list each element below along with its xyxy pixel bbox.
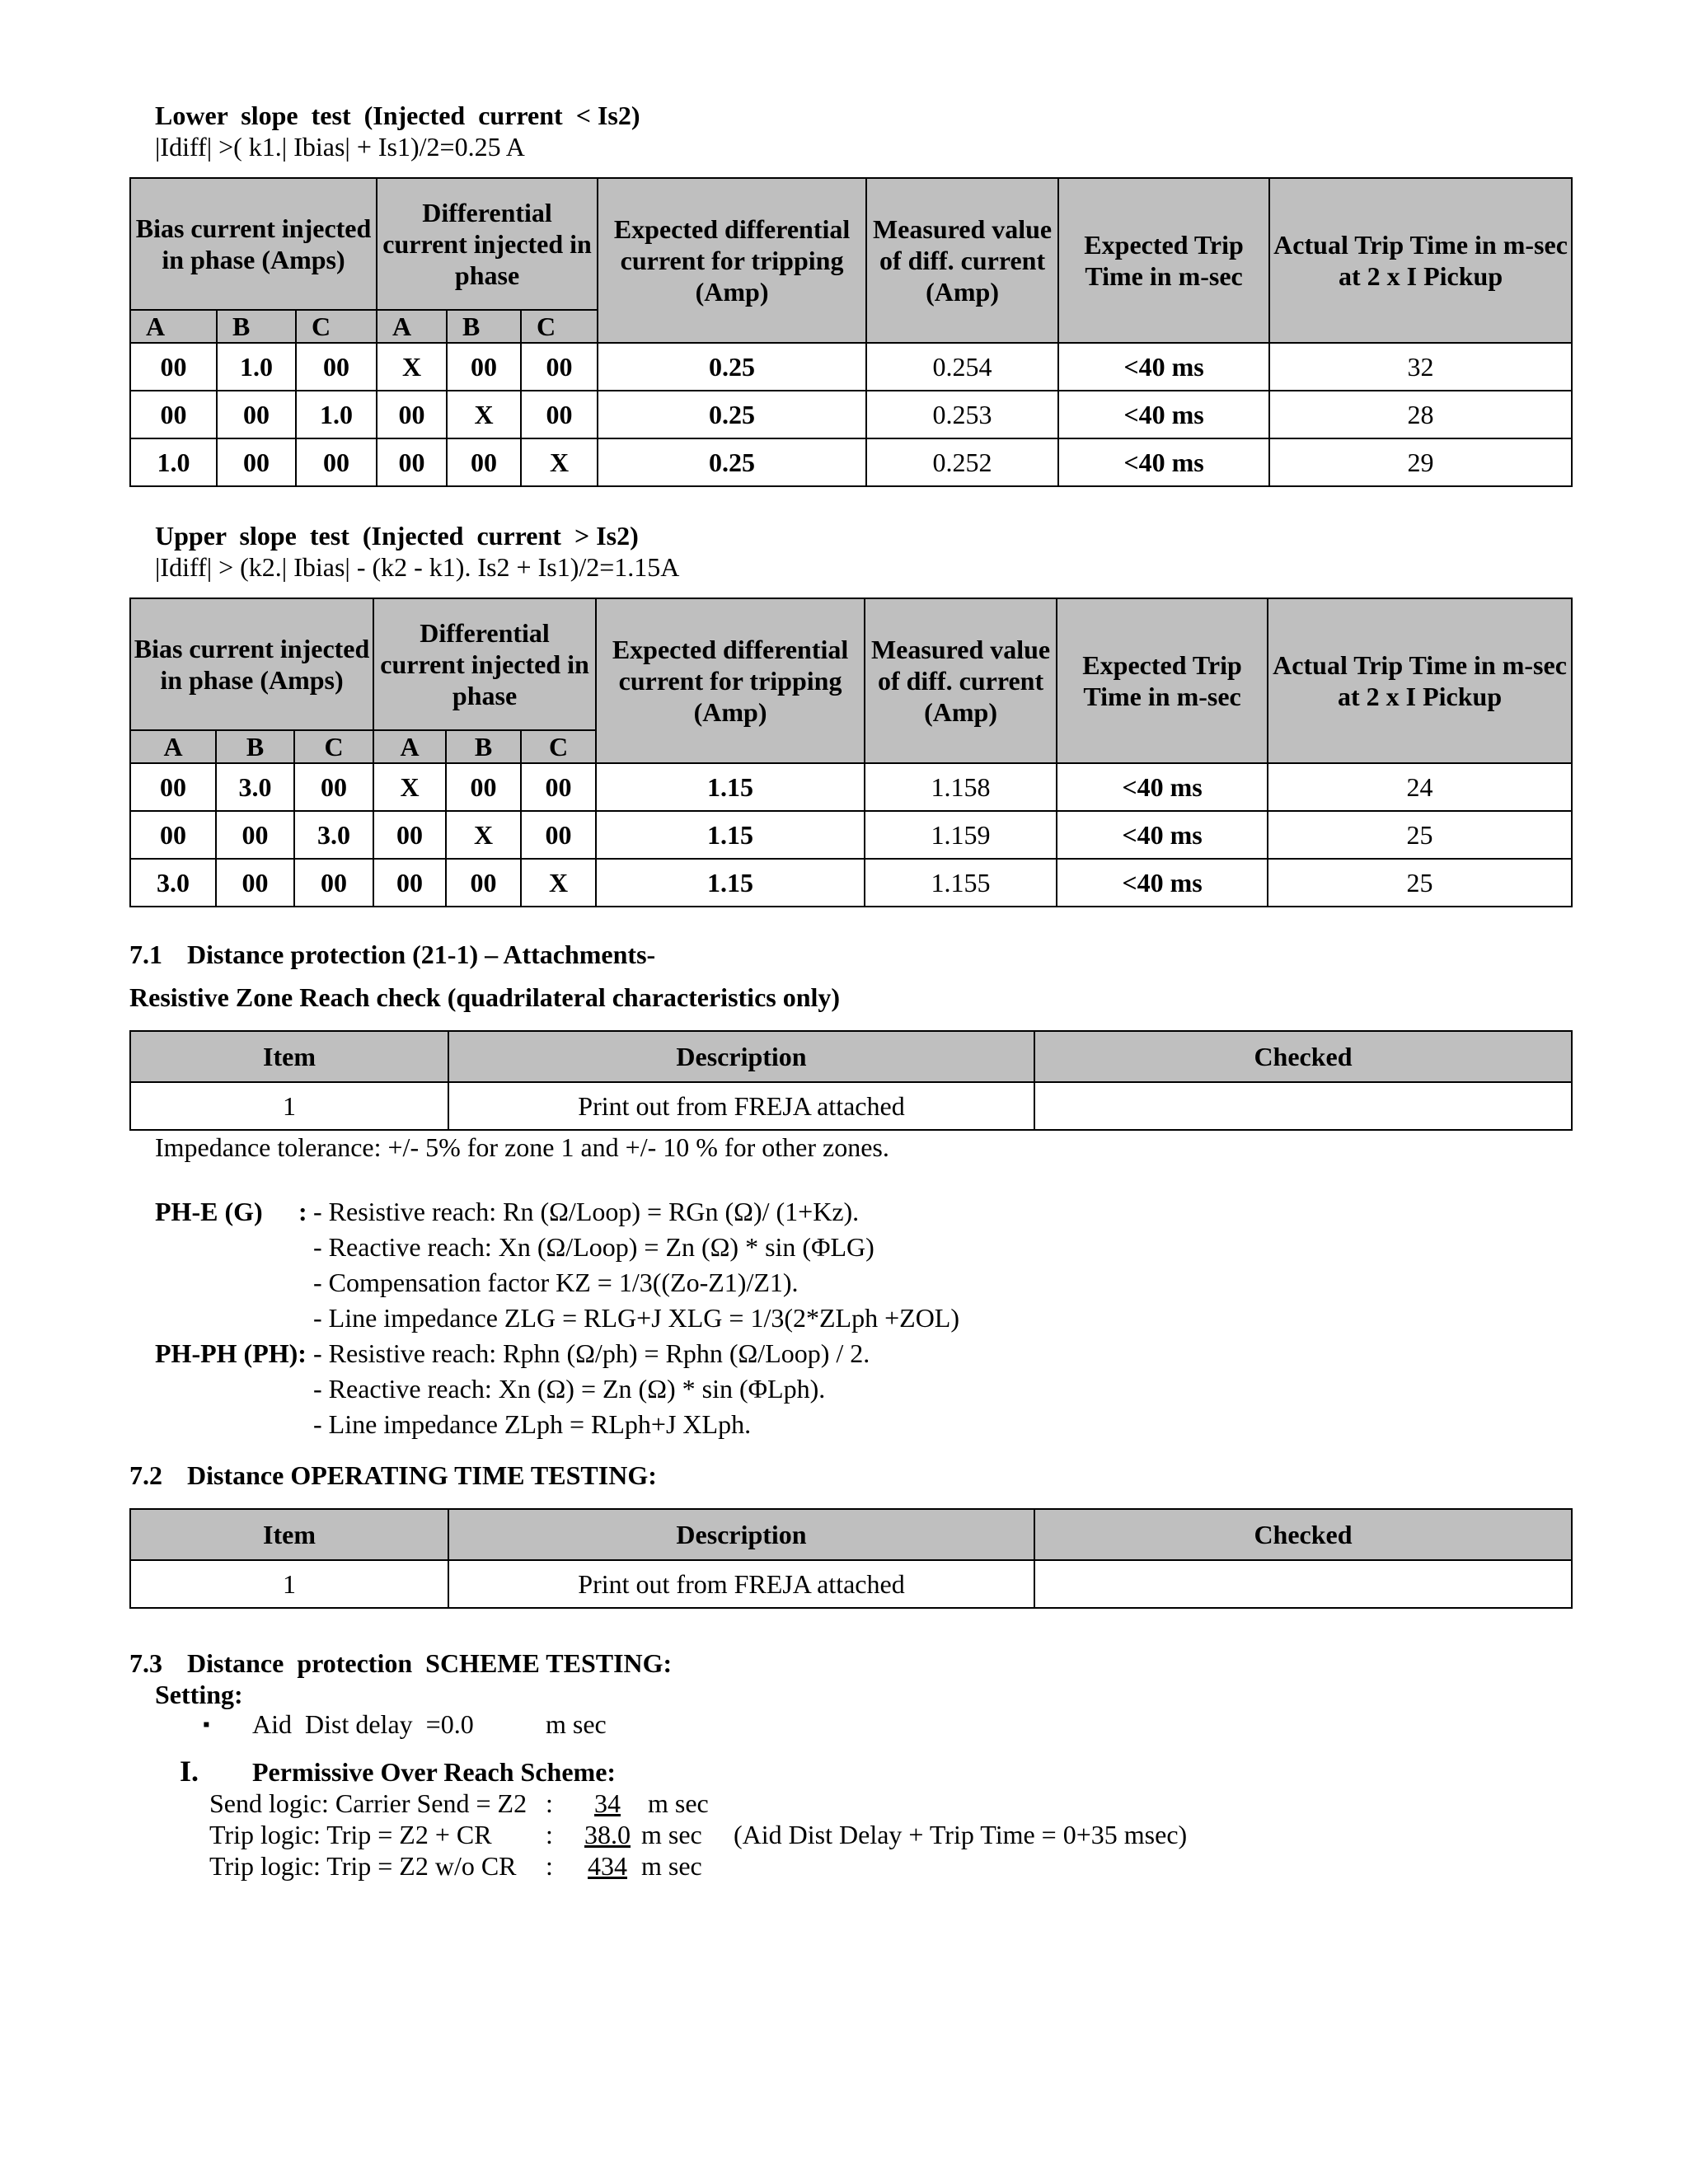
scheme-title: Permissive Over Reach Scheme: (252, 1757, 617, 1787)
section-title: Distance OPERATING TIME TESTING: (187, 1460, 657, 1490)
cell: 0.25 (598, 343, 866, 391)
cell: 00 (130, 811, 216, 859)
phase-label: A (377, 310, 447, 343)
cell: 28 (1269, 391, 1572, 438)
header-actual-trip: Actual Trip Time in m-sec at 2 x I Pickup (1269, 178, 1572, 343)
cell: <40 ms (1058, 343, 1269, 391)
section-title: Distance protection (21-1) – Attachments- (187, 940, 656, 969)
cell: 32 (1269, 343, 1572, 391)
impedance-tolerance: Impedance tolerance: +/- 5% for zone 1 and +/- 10 % for other zones. (155, 1132, 889, 1162)
cell: 00 (216, 811, 294, 859)
section-title: Distance protection SCHEME TESTING: (187, 1648, 673, 1678)
cell: 00 (294, 859, 373, 907)
header-measured: Measured value of diff. current (Amp) (865, 598, 1057, 763)
cell: 1.15 (596, 763, 865, 811)
section-number: 7.2 (129, 1460, 162, 1490)
logic-value: 434 (588, 1851, 627, 1881)
checked-cell (1034, 1560, 1572, 1608)
cell: 00 (216, 859, 294, 907)
cell: 00 (296, 438, 377, 486)
cell: 00 (447, 438, 521, 486)
cell: 1 (130, 1560, 448, 1608)
cell: 1.0 (296, 391, 377, 438)
attachment-table-7-1 (129, 1030, 1573, 1131)
lower-slope-title: Lower slope test (Injected current < Is2) (155, 101, 640, 130)
formula-line: - Compensation factor KZ = 1/3((Zo-Z1)/Z1). (313, 1268, 799, 1297)
logic-unit: m sec (641, 1820, 702, 1849)
cell: 0.253 (866, 391, 1058, 438)
cell: 0.25 (598, 391, 866, 438)
header-checked: Checked (1034, 1509, 1572, 1560)
cell: Print out from FREJA attached (448, 1082, 1034, 1130)
cell: X (447, 391, 521, 438)
cell: <40 ms (1057, 859, 1268, 907)
table-row (130, 763, 1572, 811)
logic-value: 34 (594, 1788, 621, 1818)
logic-label: Trip logic: Trip = Z2 w/o CR (209, 1851, 517, 1881)
header-description: Description (448, 1031, 1034, 1082)
scheme-number: I. (180, 1755, 199, 1788)
cell: X (521, 859, 596, 907)
phase-label: C (521, 310, 598, 343)
formula-line: - Line impedance ZLph = RLph+J XLph. (313, 1409, 752, 1439)
formula-line: - Line impedance ZLG = RLG+J XLG = 1/3(2*ZLph +ZOL) (313, 1303, 959, 1333)
cell: X (373, 763, 446, 811)
table-row (130, 1082, 1572, 1130)
cell: 3.0 (294, 811, 373, 859)
header-expected: Expected differential current for tripping (Amp) (596, 598, 865, 763)
upper-slope-table (129, 598, 1573, 907)
header-measured: Measured value of diff. current (Amp) (866, 178, 1058, 343)
header-description: Description (448, 1509, 1034, 1560)
cell: 00 (217, 391, 296, 438)
table-row (130, 438, 1572, 486)
cell: 1.159 (865, 811, 1057, 859)
formula-line: - Reactive reach: Xn (Ω/Loop) = Zn (Ω) * sin (ΦLG) (313, 1232, 874, 1262)
phase-label: C (294, 730, 373, 763)
cell: X (521, 438, 598, 486)
header-exp-trip: Expected Trip Time in m-sec (1058, 178, 1269, 343)
cell: 29 (1269, 438, 1572, 486)
cell: 00 (130, 343, 217, 391)
phph-label: PH-PH (PH): (155, 1338, 307, 1368)
logic-label: Send logic: Carrier Send = Z2 (209, 1788, 528, 1818)
cell: 1.0 (217, 343, 296, 391)
section-7-2-heading (129, 1460, 657, 1491)
logic-unit: m sec (648, 1788, 709, 1818)
cell: Print out from FREJA attached (448, 1560, 1034, 1608)
cell: <40 ms (1057, 811, 1268, 859)
aid-dist-delay: Aid Dist delay =0.0 (252, 1709, 474, 1739)
phase-label: A (130, 310, 217, 343)
cell: 00 (446, 763, 521, 811)
cell: <40 ms (1057, 763, 1268, 811)
cell: 0.25 (598, 438, 866, 486)
cell: 00 (521, 763, 596, 811)
cell: 00 (446, 859, 521, 907)
logic-note: (Aid Dist Delay + Trip Time = 0+35 msec) (734, 1820, 1188, 1849)
section-number: 7.1 (129, 940, 162, 969)
section-number: 7.3 (129, 1648, 162, 1678)
lower-slope-formula: |Idiff| >( k1.| Ibias| + Is1)/2=0.25 A (155, 132, 525, 162)
phase-label: B (447, 310, 521, 343)
formula-line: - Reactive reach: Xn (Ω) = Zn (Ω) * sin (ΦLph). (313, 1374, 826, 1404)
cell: 3.0 (216, 763, 294, 811)
section-7-1-subtitle: Resistive Zone Reach check (quadrilateral characteristics only) (129, 982, 841, 1012)
header-diff: Differential current injected in phase (377, 178, 598, 310)
formula-line: - Resistive reach: Rn (Ω/Loop) = RGn (Ω)/ (1+Kz). (313, 1197, 860, 1226)
checked-cell (1034, 1082, 1572, 1130)
table-row (130, 811, 1572, 859)
upper-slope-title: Upper slope test (Injected current > Is2) (155, 521, 639, 551)
phase-label: A (130, 730, 216, 763)
table-row (130, 343, 1572, 391)
cell: 00 (130, 391, 217, 438)
cell: 00 (377, 438, 447, 486)
phase-label: A (373, 730, 446, 763)
header-exp-trip: Expected Trip Time in m-sec (1057, 598, 1268, 763)
logic-value: 38.0 (584, 1820, 631, 1849)
header-bias: Bias current injected in phase (Amps) (130, 178, 377, 310)
header-checked: Checked (1034, 1031, 1572, 1082)
logic-colon: : (546, 1788, 553, 1818)
section-7-3-heading (129, 1648, 672, 1679)
cell: 25 (1268, 859, 1572, 907)
cell: 0.254 (866, 343, 1058, 391)
table-row (130, 391, 1572, 438)
cell: 00 (521, 343, 598, 391)
table-row (130, 1560, 1572, 1608)
cell: 00 (217, 438, 296, 486)
bullet-icon: ▪ (203, 1714, 210, 1736)
cell: 00 (373, 811, 446, 859)
phase-label: C (296, 310, 377, 343)
phe-label: PH-E (G) (155, 1197, 263, 1226)
header-item: Item (130, 1031, 448, 1082)
cell: 00 (521, 811, 596, 859)
lower-slope-table (129, 177, 1573, 487)
cell: 25 (1268, 811, 1572, 859)
section-7-1-heading (129, 940, 655, 970)
setting-label: Setting: (155, 1680, 243, 1709)
cell: 00 (294, 763, 373, 811)
logic-label: Trip logic: Trip = Z2 + CR (209, 1820, 492, 1849)
attachment-table-7-2 (129, 1508, 1573, 1609)
phase-label: C (521, 730, 596, 763)
cell: 00 (521, 391, 598, 438)
cell: 1.15 (596, 859, 865, 907)
cell: X (377, 343, 447, 391)
header-actual-trip: Actual Trip Time in m-sec at 2 x I Pickup (1268, 598, 1572, 763)
cell: X (446, 811, 521, 859)
cell: 1.155 (865, 859, 1057, 907)
cell: 00 (373, 859, 446, 907)
table-row (130, 859, 1572, 907)
formula-line: - Resistive reach: Rphn (Ω/ph) = Rphn (Ω/Loop) / 2. (313, 1338, 870, 1368)
header-expected: Expected differential current for tripping (Amp) (598, 178, 866, 343)
header-diff: Differential current injected in phase (373, 598, 596, 730)
logic-colon: : (546, 1851, 553, 1881)
cell: 24 (1268, 763, 1572, 811)
cell: 0.252 (866, 438, 1058, 486)
phase-label: B (216, 730, 294, 763)
header-bias: Bias current injected in phase (Amps) (130, 598, 373, 730)
phase-label: B (217, 310, 296, 343)
phe-colon: : (298, 1197, 307, 1226)
cell: <40 ms (1058, 438, 1269, 486)
cell: 00 (447, 343, 521, 391)
cell: <40 ms (1058, 391, 1269, 438)
cell: 1 (130, 1082, 448, 1130)
upper-slope-formula: |Idiff| > (k2.| Ibias| - (k2 - k1). Is2 + Is1)/2=1.15A (155, 552, 680, 582)
cell: 00 (130, 763, 216, 811)
header-item: Item (130, 1509, 448, 1560)
logic-unit: m sec (641, 1851, 702, 1881)
logic-colon: : (546, 1820, 553, 1849)
cell: 00 (377, 391, 447, 438)
phase-label: B (446, 730, 521, 763)
aid-dist-unit: m sec (546, 1709, 607, 1739)
cell: 3.0 (130, 859, 216, 907)
cell: 1.158 (865, 763, 1057, 811)
cell: 1.0 (130, 438, 217, 486)
cell: 1.15 (596, 811, 865, 859)
cell: 00 (296, 343, 377, 391)
